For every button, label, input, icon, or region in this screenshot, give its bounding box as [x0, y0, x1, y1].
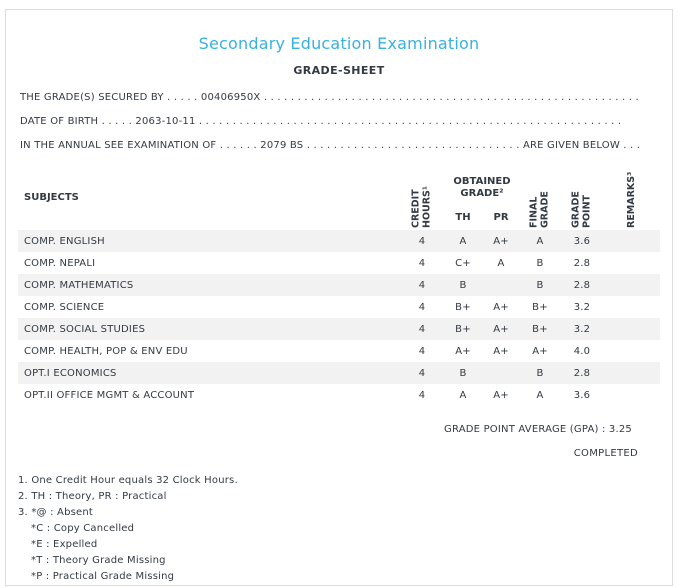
credit-hours-cell: 4 [418, 324, 426, 335]
grade-point-cell: 4.0 [573, 346, 591, 357]
theory-grade-cell: B [459, 280, 467, 291]
grade-point-cell: 2.8 [573, 280, 591, 291]
gpa-summary: GRADE POINT AVERAGE (GPA) : 3.25 [444, 424, 632, 435]
credit-hours-cell: 4 [418, 302, 426, 313]
remarks-cell [604, 318, 660, 340]
table-row [18, 318, 660, 340]
credit-hours-cell: 4 [418, 236, 426, 247]
remarks-cell [604, 340, 660, 362]
grade-point-cell: 3.2 [573, 302, 591, 313]
footnote-expelled: *E : Expelled [31, 539, 98, 550]
footnote-credit-hours: 1. One Credit Hour equals 32 Clock Hours. [18, 475, 238, 486]
theory-grade-cell: A+ [455, 346, 471, 357]
final-grade-cell: B [536, 368, 544, 379]
subject-cell: COMP. NEPALI [24, 258, 96, 269]
remarks-cell [604, 296, 660, 318]
theory-subheader: TH [444, 208, 482, 230]
table-row [18, 384, 660, 406]
info-line-date-of-birth: DATE OF BIRTH . . . . . 2063-10-11 . . . . . . . . . . . . . . . . . . . . . . . . . . . . . . . . . . . . . . . . . . . . . . . . . . . . . . . . . . . . . . . [20, 116, 622, 127]
grades-table [18, 164, 660, 406]
theory-grade-cell: B [459, 368, 467, 379]
info-line-examination-of: IN THE ANNUAL SEE EXAMINATION OF . . . . . . 2079 BS . . . . . . . . . . . . . . . . . . . . . . . . . . . . . . . . ARE GIVEN BELOW . . . [20, 140, 641, 151]
subject-cell: COMP. MATHEMATICS [24, 280, 134, 291]
footnotes [18, 475, 660, 582]
grade-point-cell: 2.8 [573, 258, 591, 269]
final-grade-header [520, 164, 560, 230]
credit-hours-cell: 4 [418, 258, 426, 269]
table-row [18, 274, 660, 296]
theory-grade-cell: B+ [455, 302, 471, 313]
remarks-cell [604, 384, 660, 406]
final-grade-cell: B+ [532, 324, 548, 335]
practical-grade-cell: A+ [493, 236, 509, 247]
subject-cell: COMP. SOCIAL STUDIES [24, 324, 146, 335]
obtained-grade-header: OBTAINED GRADE² [444, 164, 520, 208]
footnote-theory-missing: *T : Theory Grade Missing [31, 555, 166, 566]
practical-grade-cell: A+ [493, 302, 509, 313]
status-completed: COMPLETED [573, 448, 638, 459]
subject-cell: COMP. HEALTH, POP & ENV EDU [24, 346, 188, 357]
practical-subheader: PR [482, 208, 520, 230]
final-grade-cell: B [536, 280, 544, 291]
practical-grade-cell [482, 362, 520, 384]
final-grade-cell: B+ [532, 302, 548, 313]
credit-hours-cell: 4 [418, 280, 426, 291]
practical-grade-cell: A+ [493, 346, 509, 357]
theory-grade-cell: A [459, 390, 467, 401]
final-grade-header-label: FINAL GRADE [528, 191, 550, 228]
footnote-absent: 3. *@ : Absent [18, 507, 94, 518]
theory-grade-cell: A [459, 236, 467, 247]
credit-hours-header [400, 164, 444, 230]
grade-sheet-subtitle: GRADE-SHEET [293, 64, 385, 77]
info-line-secured-by: THE GRADE(S) SECURED BY . . . . . 00406950X . . . . . . . . . . . . . . . . . . . . . . . . . . . . . . . . . . . . . . . . . . . . . . . . . . . . . . . . [20, 92, 639, 103]
practical-grade-cell: A+ [493, 390, 509, 401]
theory-grade-cell: B+ [455, 324, 471, 335]
subject-cell: COMP. ENGLISH [24, 236, 105, 247]
table-row [18, 362, 660, 384]
candidate-info [18, 92, 660, 151]
table-row [18, 252, 660, 274]
footnote-copy-cancelled: *C : Copy Cancelled [31, 523, 135, 534]
subject-cell: OPT.I ECONOMICS [24, 368, 117, 379]
grade-point-cell: 3.2 [573, 324, 591, 335]
footnote-practical-missing: *P : Practical Grade Missing [31, 571, 175, 582]
grade-point-cell: 3.6 [573, 390, 591, 401]
subjects-header: SUBJECTS [18, 164, 400, 230]
grade-point-cell: 2.8 [573, 368, 591, 379]
credit-hours-cell: 4 [418, 368, 426, 379]
final-grade-cell: B [536, 258, 544, 269]
grade-point-cell: 3.6 [573, 236, 591, 247]
grades-table-body [18, 230, 660, 406]
table-row [18, 230, 660, 252]
grade-point-header-label: GRADE POINT [570, 191, 592, 228]
grade-point-header [560, 164, 604, 230]
remarks-header [604, 164, 660, 230]
practical-grade-cell [482, 274, 520, 296]
theory-grade-cell: C+ [455, 258, 471, 269]
remarks-header-label: REMARKS³ [625, 171, 637, 228]
page-title: Secondary Education Examination [198, 34, 480, 53]
table-row [18, 340, 660, 362]
remarks-cell [604, 230, 660, 252]
credit-hours-header-label: CREDIT HOURS¹ [410, 185, 432, 228]
footnote-th-pr: 2. TH : Theory, PR : Practical [18, 491, 167, 502]
final-grade-cell: A [536, 390, 544, 401]
final-grade-cell: A+ [532, 346, 548, 357]
grade-sheet-panel [5, 9, 673, 586]
remarks-cell [604, 274, 660, 296]
practical-grade-cell: A [497, 258, 505, 269]
table-row [18, 296, 660, 318]
subject-cell: OPT.II OFFICE MGMT & ACCOUNT [24, 390, 195, 401]
practical-grade-cell: A+ [493, 324, 509, 335]
grades-table-header [18, 164, 660, 230]
credit-hours-cell: 4 [418, 390, 426, 401]
credit-hours-cell: 4 [418, 346, 426, 357]
final-grade-cell: A [536, 236, 544, 247]
remarks-cell [604, 362, 660, 384]
subject-cell: COMP. SCIENCE [24, 302, 105, 313]
remarks-cell [604, 252, 660, 274]
